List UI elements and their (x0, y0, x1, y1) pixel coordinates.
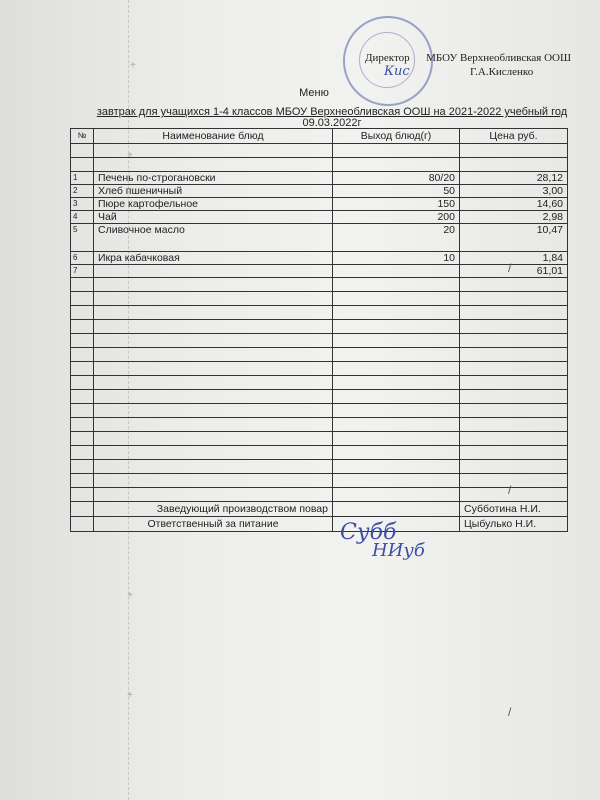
row-number: 7 (71, 265, 94, 278)
row-number: 4 (71, 211, 94, 224)
dish-name: Икра кабачковая (94, 252, 333, 265)
dish-output: 50 (333, 185, 460, 198)
table-row (71, 172, 568, 185)
table-row-empty (71, 446, 568, 460)
table-row-empty (71, 474, 568, 488)
dish-price: 14,60 (460, 198, 568, 211)
table-row-empty (71, 334, 568, 348)
table-row (71, 198, 568, 211)
table-row-empty (71, 158, 568, 172)
table-row-empty (71, 376, 568, 390)
col-output-header: Выход блюд(г) (333, 129, 460, 144)
menu-subtitle: завтрак для учащихся 1-4 классов МБОУ Верхнеобливская ООШ на 2021-2022 учебный год (96, 106, 568, 118)
dish-name: Чай (94, 211, 333, 224)
cook-signature: Субб (340, 520, 397, 545)
row-number: 6 (71, 252, 94, 265)
table-row-empty (71, 488, 568, 502)
dish-name: Печень по-строгановски (94, 172, 333, 185)
table-row (71, 185, 568, 198)
row-number: 1 (71, 172, 94, 185)
signature-row (71, 517, 568, 532)
table-header-row (71, 129, 568, 144)
dish-output: 80/20 (333, 172, 460, 185)
dish-price: 2,98 (460, 211, 568, 224)
table-row-empty (71, 320, 568, 334)
dish-output: 150 (333, 198, 460, 211)
dish-price: 3,00 (460, 185, 568, 198)
punch-mark: + (130, 60, 136, 71)
dish-output: 10 (333, 252, 460, 265)
row-number: 3 (71, 198, 94, 211)
menu-table (70, 128, 568, 532)
table-row-empty (71, 362, 568, 376)
pen-mark: / (508, 705, 512, 719)
dish-output (333, 265, 460, 278)
table-row-empty (71, 348, 568, 362)
dish-output: 20 (333, 224, 460, 252)
total-price: 61,01 (460, 265, 568, 278)
table-row-empty (71, 306, 568, 320)
responsible-signature: НИуб (372, 540, 425, 561)
menu-title: Меню (299, 87, 329, 99)
footer-name: Субботина Н.И. (460, 502, 568, 517)
approval-line (365, 52, 571, 64)
director-signature: Кис (384, 64, 410, 79)
punch-mark: + (127, 150, 133, 161)
menu-date: 09.03.2022г (302, 117, 362, 129)
dish-name: Хлеб пшеничный (94, 185, 333, 198)
table-row-empty (71, 144, 568, 158)
col-number-header: № (71, 129, 94, 144)
table-row-empty (71, 460, 568, 474)
table-row (71, 211, 568, 224)
table-row-empty (71, 278, 568, 292)
row-number: 2 (71, 185, 94, 198)
approval-role: Директор (365, 52, 410, 64)
table-row (71, 224, 568, 252)
signature-row (71, 502, 568, 517)
approval-org: МБОУ Верхнеобливская ООШ (426, 52, 572, 64)
table-row-empty (71, 432, 568, 446)
table-row-empty (71, 292, 568, 306)
footer-name: Цыбулько Н.И. (460, 517, 568, 532)
row-number: 5 (71, 224, 94, 252)
dish-price: 1,84 (460, 252, 568, 265)
dish-name: Сливочное масло (94, 224, 333, 252)
table-row (71, 252, 568, 265)
col-price-header: Цена руб. (460, 129, 568, 144)
pen-mark: / (508, 261, 512, 275)
table-row-empty (71, 404, 568, 418)
col-name-header: Наименование блюд (94, 129, 333, 144)
table-row-total (71, 265, 568, 278)
table-row-empty (71, 390, 568, 404)
punch-mark: + (127, 590, 133, 601)
dish-price: 10,47 (460, 224, 568, 252)
punch-mark: + (127, 690, 133, 701)
dish-price: 28,12 (460, 172, 568, 185)
dish-name: Пюре картофельное (94, 198, 333, 211)
footer-role: Заведующий производством повар (94, 502, 333, 517)
pen-mark: / (508, 483, 512, 497)
approval-name: Г.А.Кисленко (470, 66, 534, 78)
dish-name (94, 265, 333, 278)
footer-role: Ответственный за питание (94, 517, 333, 532)
table-row-empty (71, 418, 568, 432)
dish-output: 200 (333, 211, 460, 224)
